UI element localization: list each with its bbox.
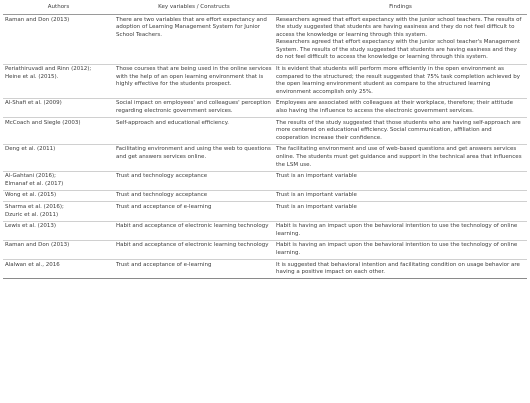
finding-paragraph: Researchers agreed that effort expectancy with the junior school teachers. The results of the study suggested that students are having easiness and they do not feel difficult to access the knowledge or learning through this system. <box>276 16 522 38</box>
cell-findings <box>274 64 527 98</box>
cell-key-variables: Habit and acceptance of electronic learning technology <box>114 221 274 240</box>
cell-key-variables: Trust and technology acceptance <box>114 190 274 202</box>
author-citation: Sharma et al. (2016); <box>5 203 64 210</box>
cell-findings <box>274 98 527 117</box>
cell-authors <box>3 118 114 145</box>
finding-paragraph: The results of the study suggested that those students who are having self-approach are more centered on educational efficiency. Social communication, affiliation and cooperation increase their confidence. <box>276 119 521 141</box>
finding-paragraph: Employees are associated with colleagues at their workplace, therefore; their attitude also having the influence to access the electronic government services. <box>276 100 513 115</box>
author-citation: Raman and Don (2013) <box>5 242 70 249</box>
cell-key-variables: Trust and technology acceptance <box>114 171 274 190</box>
author-citation: Elmanaf et al. (2017) <box>5 180 64 187</box>
table-row <box>3 64 527 98</box>
finding-paragraph: It is evident that students will perform more efficiently in the open environment as compared to the structured; the result suggested that 75% task completion achieved by the open learning environment student as compare to the structured learning environment accomplish only 25%. <box>276 66 520 95</box>
table-row <box>3 144 527 171</box>
author-citation: Deng et al. (2011) <box>5 146 56 153</box>
cell-key-variables: Trust and acceptance of e-learning <box>114 202 274 221</box>
author-citation: Alalwan et al., 2016 <box>5 261 60 268</box>
author-citation: Periathiruvadi and Rinn (2012); <box>5 66 92 73</box>
cell-authors <box>3 15 114 65</box>
cell-findings <box>274 190 527 202</box>
finding-paragraph: Habit is having an impact upon the behavioral intention to use the technology of online learning. <box>276 242 518 256</box>
cell-findings <box>274 202 527 221</box>
cell-key-variables: Facilitating environment and using the web to questions and get answers services online. <box>114 144 274 171</box>
cell-key-variables: Self-approach and educational efficiency. <box>114 118 274 145</box>
cell-authors <box>3 202 114 221</box>
cell-findings <box>274 15 527 65</box>
header-findings: Findings <box>274 2 527 15</box>
author-citation: McCoach and Siegle (2003) <box>5 119 81 126</box>
table-row <box>3 202 527 221</box>
author-citation: Lewis et al. (2013) <box>5 223 56 230</box>
table-row <box>3 171 527 190</box>
cell-authors <box>3 144 114 171</box>
header-authors: Authors <box>3 2 114 15</box>
cell-findings <box>274 171 527 190</box>
cell-authors <box>3 171 114 190</box>
cell-key-variables: Those courses that are being used in the online services with the help of an open learning environment that is highly effective for the students prospect. <box>114 64 274 98</box>
cell-findings <box>274 240 527 259</box>
header-key-variables: Key variables / Constructs <box>114 2 274 15</box>
finding-paragraph: Trust is an important variable <box>276 192 357 199</box>
cell-authors <box>3 190 114 202</box>
author-citation: Al-Shafi et al. (2009) <box>5 100 62 107</box>
table-row <box>3 98 527 117</box>
table-row <box>3 221 527 240</box>
table-row <box>3 240 527 259</box>
cell-authors <box>3 98 114 117</box>
table-header-row <box>3 2 527 15</box>
finding-paragraph: The facilitating environment and use of web-based questions and get answers services online. The students must get guidance and support in the technical area that influences the LSM use. <box>276 146 522 168</box>
table-row <box>3 260 527 279</box>
finding-paragraph: Habit is having an impact upon the behavioral intention to use the technology of online learning. <box>276 223 518 237</box>
table-row <box>3 190 527 202</box>
author-citation: Raman and Don (2013) <box>5 16 70 23</box>
cell-findings <box>274 221 527 240</box>
author-citation: Heine et al. (2015). <box>5 73 59 80</box>
cell-authors <box>3 240 114 259</box>
table-row <box>3 118 527 145</box>
cell-key-variables: There are two variables that are effort expectancy and adoption of Learning Management System for Junior School Teachers. <box>114 15 274 65</box>
finding-paragraph: Trust is an important variable <box>276 173 357 180</box>
cell-authors <box>3 260 114 279</box>
table-body <box>3 15 527 279</box>
author-citation: Wong et al. (2015) <box>5 192 57 199</box>
cell-authors <box>3 221 114 240</box>
cell-findings <box>274 260 527 279</box>
cell-key-variables: Trust and acceptance of e-learning <box>114 260 274 279</box>
author-citation: Dzuric et al. (2011) <box>5 211 59 218</box>
table-row <box>3 15 527 65</box>
cell-authors <box>3 64 114 98</box>
literature-review-table <box>3 2 527 279</box>
cell-findings <box>274 144 527 171</box>
finding-paragraph: Researchers agreed that effort expectancy with the junior school teacher's Management System. The results of the study suggested that students are having easiness and they do not feel difficult to access the knowledge or learning through this system. <box>276 39 520 61</box>
cell-key-variables: Habit and acceptance of electronic learning technology <box>114 240 274 259</box>
cell-findings <box>274 118 527 145</box>
finding-paragraph: Trust is an important variable <box>276 203 357 210</box>
finding-paragraph: It is suggested that behavioral intention and facilitating condition on usage behavior are having a positive impact on each other. <box>276 261 520 276</box>
cell-key-variables: Social impact on employees' and colleagues' perception regarding electronic government services. <box>114 98 274 117</box>
author-citation: Al-Gahtani (2016); <box>5 173 57 180</box>
